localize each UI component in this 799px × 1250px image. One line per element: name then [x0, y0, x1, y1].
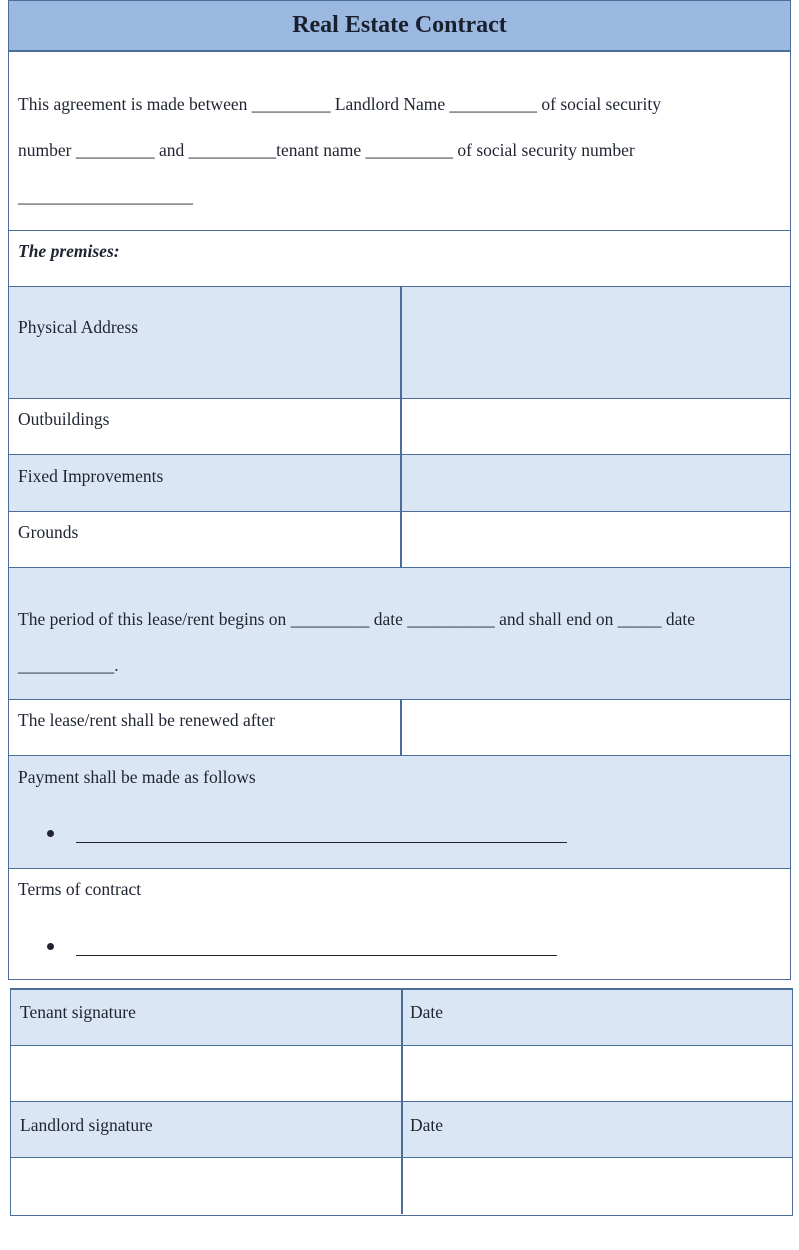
renewal-row	[9, 700, 790, 756]
grounds-row	[9, 512, 790, 568]
outbuildings-label: Outbuildings	[18, 409, 110, 429]
bullet-icon	[47, 830, 54, 837]
signature-table	[10, 988, 793, 1216]
payment-label: Payment shall be made as follows	[18, 767, 256, 787]
fixed-improvements-row	[9, 455, 790, 512]
premises-heading: The premises:	[18, 241, 120, 261]
intro-line-1: This agreement is made between _________ Landlord Name __________ of social security	[18, 94, 661, 114]
terms-row	[9, 869, 790, 980]
intro-line-3: ____________________	[18, 186, 193, 206]
landlord-date-label: Date	[410, 1115, 444, 1135]
tenant-signature-field[interactable]	[11, 1046, 401, 1101]
landlord-date-field[interactable]	[403, 1158, 792, 1214]
landlord-signature-label: Landlord signature	[20, 1115, 153, 1135]
page-title: Real Estate Contract	[292, 12, 507, 38]
payment-row	[9, 756, 790, 869]
outbuildings-row	[9, 399, 790, 455]
landlord-signature-header-row	[11, 1102, 792, 1158]
contract-form	[8, 0, 791, 980]
lease-period-line-2: ___________.	[18, 655, 119, 675]
lease-period-line-1: The period of this lease/rent begins on _________ date __________ and shall end on _____ date	[18, 609, 696, 629]
terms-blank-line[interactable]	[76, 955, 557, 956]
physical-address-field[interactable]	[402, 287, 790, 398]
terms-label: Terms of contract	[18, 879, 142, 899]
tenant-signature-label: Tenant signature	[20, 1002, 136, 1022]
fixed-improvements-label: Fixed Improvements	[18, 466, 164, 486]
landlord-signature-row	[11, 1158, 792, 1214]
premises-heading-row	[9, 231, 790, 287]
renewal-field[interactable]	[402, 700, 790, 755]
renewal-label: The lease/rent shall be renewed after	[18, 710, 276, 730]
bullet-icon	[47, 943, 54, 950]
grounds-field[interactable]	[402, 512, 790, 567]
column-divider	[401, 990, 403, 1045]
physical-address-label: Physical Address	[18, 317, 139, 337]
lease-period-row	[9, 568, 790, 700]
tenant-date-field[interactable]	[403, 1046, 792, 1101]
tenant-signature-header-row	[11, 990, 792, 1046]
tenant-date-label: Date	[410, 1002, 444, 1022]
grounds-label: Grounds	[18, 522, 79, 542]
column-divider	[401, 1102, 403, 1157]
outbuildings-field[interactable]	[402, 399, 790, 454]
fixed-improvements-field[interactable]	[402, 455, 790, 511]
intro-line-2: number _________ and __________tenant name __________ of social security number	[18, 140, 635, 160]
physical-address-row	[9, 287, 790, 399]
intro-section	[9, 54, 790, 231]
tenant-signature-row	[11, 1046, 792, 1102]
payment-blank-line[interactable]	[76, 842, 567, 843]
landlord-signature-field[interactable]	[11, 1158, 401, 1214]
title-bar	[9, 1, 790, 52]
